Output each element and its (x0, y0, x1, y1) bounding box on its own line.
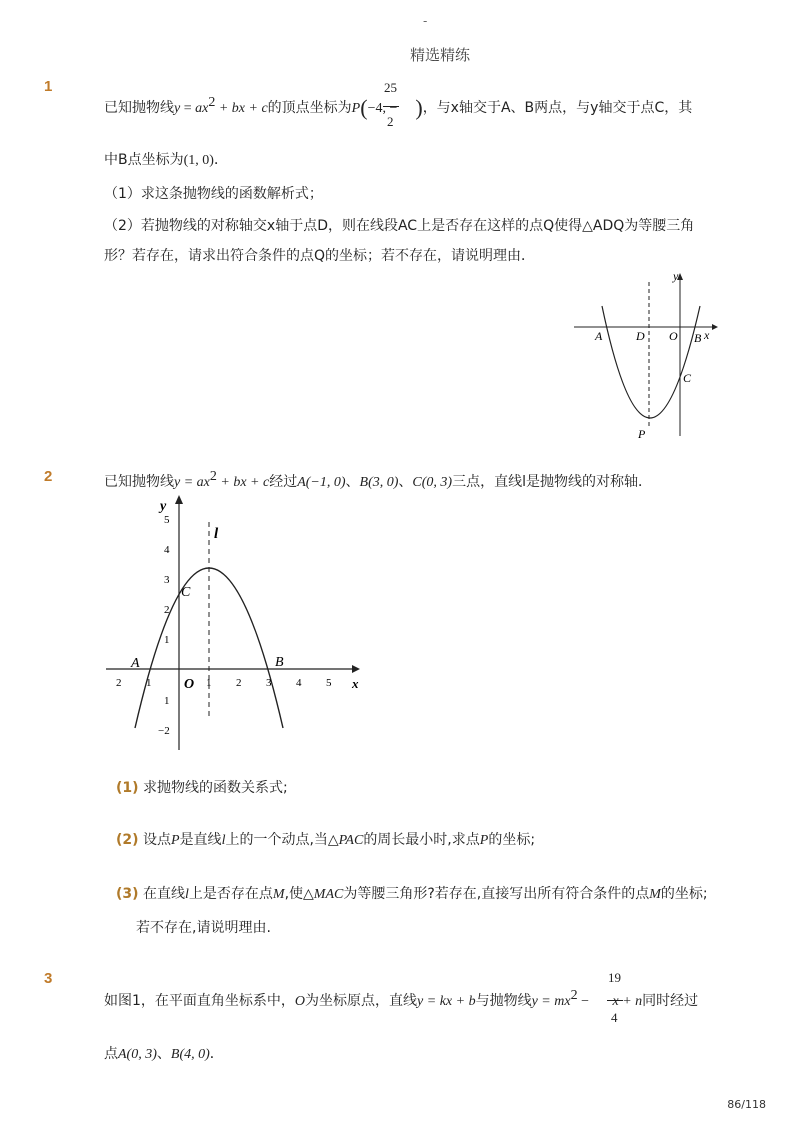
page-title: 精选精练 (409, 46, 470, 64)
p2-rest: + bx + c (216, 475, 270, 490)
p2-sub-3-M2: M (649, 887, 661, 902)
p1-paren-right: ) (415, 95, 423, 120)
p2-label-O: O (184, 677, 195, 692)
problem-2-number: 2 (44, 468, 53, 485)
p1-eq: = (180, 101, 196, 116)
p2-sub-2 (116, 830, 535, 851)
p3-eq-line: y = kx + b (417, 994, 476, 1009)
p3-exp: 2 (570, 988, 578, 1003)
p2-sub-3-M: M (272, 887, 285, 902)
p2-sep-1: 、 (345, 474, 360, 490)
p2-sub-3-t4: 为等腰三角形?若存在,直接写出所有符合条件的点 (343, 886, 650, 902)
p3-text-3: 与抛物线 (475, 993, 532, 1009)
p1-question-2-line1: （2）若抛物线的对称轴交x轴于点D，则在线段AC上是否存在这样的点Q使得△ADQ为等腰三角 (104, 218, 695, 234)
p1-question-2-line2: 形？若存在，请求出符合条件的点Q的坐标；若不存在，请说明理由． (104, 248, 536, 264)
p2-label-x: x (352, 676, 359, 691)
p3-eq-parabola-b: − (577, 994, 593, 1009)
p3-eq-parabola-c: x + n (612, 994, 643, 1009)
p3-line2-text-1: 点 (104, 1046, 118, 1062)
p2-xtick-5: 5 (326, 677, 332, 689)
p1-line2-text-1: 中B点坐标为 (104, 152, 184, 168)
p3-line2-text-2: ． (209, 1046, 224, 1062)
p2-sub-2-P2: P (479, 833, 489, 848)
p2-figure (100, 492, 370, 757)
p3-line1 (104, 988, 699, 1012)
p1-text-2: 的顶点坐标为 (267, 100, 352, 116)
p1-frac-numerator: 25 (384, 80, 397, 95)
p1-rest: + bx + c (215, 101, 268, 116)
p1-label-A: A (595, 329, 603, 343)
p2-sub-3-t2: 上是否存在点 (188, 886, 273, 902)
p2-ytick-5: 5 (164, 514, 170, 526)
p1-label-P: P (638, 427, 646, 441)
p2-point-A: A(−1, 0) (297, 475, 346, 490)
p2-sub-3-t5: 的坐标; (660, 886, 708, 902)
p1-y: y (174, 101, 181, 116)
p2-sub-3-label: (3) (116, 886, 139, 902)
p2-text-1: 已知抛物线 (104, 474, 174, 490)
p1-P: P (351, 101, 361, 116)
p1-label-B: B (694, 331, 702, 345)
p2-label-B: B (275, 655, 284, 670)
p2-sub-2-triangle: △PAC (327, 833, 364, 848)
p2-exp: 2 (209, 469, 217, 484)
p1-label-D: D (636, 329, 645, 343)
p2-sub-3-t1: 在直线 (138, 886, 185, 902)
p1-exp: 2 (208, 95, 216, 110)
p2-y-arrow (175, 495, 183, 504)
p3-line2-sep: 、 (156, 1046, 171, 1062)
p1-line2-text-2: ． (213, 152, 228, 168)
p1-label-O: O (669, 329, 678, 343)
p2-sub-2-P: P (171, 833, 180, 848)
p2-ytick-4: 4 (164, 544, 170, 556)
p2-point-B: B(3, 0) (359, 475, 399, 490)
p2-sub-1 (116, 778, 288, 798)
p3-text-4: 同时经过 (642, 993, 699, 1009)
p2-sub-3 (116, 884, 708, 905)
p3-frac-numerator: 19 (608, 970, 621, 985)
p1-frac-denominator: 2 (387, 114, 394, 129)
p1-line1 (104, 95, 693, 120)
p3-O: O (294, 994, 306, 1009)
p2-text-3: 三点，直线l是抛物线的对称轴． (452, 474, 652, 490)
p2-label-C: C (181, 585, 191, 600)
p2-label-l: l (214, 526, 219, 542)
p2-ytick-neg1: 1 (164, 695, 170, 707)
p1-coord: −4, − (367, 101, 398, 116)
p2-sub-1-label: (1) (116, 780, 139, 796)
p2-sub-2-t5: 的坐标; (488, 832, 536, 848)
p1-label-x: x (704, 328, 710, 342)
p3-point-A: A(0, 3) (118, 1047, 157, 1062)
p1-question-1: （1）求这条抛物线的函数解析式； (104, 186, 323, 202)
p2-ytick-2: 2 (164, 604, 170, 616)
p2-xtick-4: 4 (296, 677, 302, 689)
p2-ytick-3: 3 (164, 574, 170, 586)
p2-line1 (104, 469, 652, 493)
p2-sub-2-t3: 上的一个动点,当 (225, 832, 328, 848)
p2-sub-2-t2: 是直线 (179, 832, 222, 848)
p2-xtick-3: 3 (266, 677, 272, 689)
header-dash: - (423, 14, 428, 28)
p2-x-arrow (352, 665, 360, 673)
p1-paren-left: ( (360, 95, 368, 120)
p1-ax: ax (195, 101, 209, 116)
p3-eq-parabola-a: y = mx (531, 994, 571, 1009)
p2-sub-2-l: l (221, 833, 226, 848)
p1-line2 (104, 150, 228, 171)
p3-text-1: 如图1，在平面直角坐标系中， (104, 993, 295, 1009)
p2-text-2: 经过 (269, 474, 298, 490)
p2-xtick-neg1: 1 (146, 677, 152, 689)
p3-point-B: B(4, 0) (170, 1047, 210, 1062)
p2-sub-3-l: l (185, 887, 189, 902)
p1-text-1: 已知抛物线 (104, 100, 174, 116)
p1-text-3: ，与x轴交于A、B两点，与y轴交于点C，其 (422, 100, 693, 116)
p1-parabola (602, 306, 700, 418)
problem-3-number: 3 (44, 970, 53, 987)
p2-label-A: A (131, 656, 140, 671)
p2-sub-2-t4: 的周长最小时,求点 (363, 832, 480, 848)
problem-1-number: 1 (44, 78, 53, 95)
p2-xtick-neg2: 2 (116, 677, 122, 689)
p1-B-coord: (1, 0) (183, 153, 214, 168)
p2-sub-1-text: 求抛物线的函数关系式; (138, 780, 288, 796)
p2-sub-3-line2: 若不存在,请说明理由. (136, 920, 271, 936)
p3-frac-denominator: 4 (611, 1010, 618, 1025)
p1-figure (570, 268, 720, 443)
page-number: 86/118 (727, 1098, 766, 1111)
p2-sub-3-t3: ,使 (284, 886, 304, 902)
p2-sep-2: 、 (398, 474, 413, 490)
p2-sub-2-label: (2) (116, 832, 139, 848)
p2-xtick-1: 1 (206, 677, 212, 689)
p2-sub-3-triangle: △MAC (303, 887, 344, 902)
p1-label-C: C (683, 371, 692, 385)
p2-point-C: C(0, 3) (412, 475, 453, 490)
p2-label-y: y (160, 499, 167, 514)
p2-xtick-2: 2 (236, 677, 242, 689)
p3-text-2: 为坐标原点，直线 (305, 993, 418, 1009)
p2-ytick-1: 1 (164, 634, 170, 646)
p1-x-arrow (712, 324, 718, 330)
p1-label-y: y (673, 269, 679, 283)
p3-line2 (104, 1044, 224, 1065)
p2-sub-2-t1: 设点 (138, 832, 171, 848)
p2-ytick-neg2: −2 (158, 725, 170, 737)
p2-x-tick-labels (116, 677, 332, 689)
p2-eq: y = ax (174, 475, 210, 490)
